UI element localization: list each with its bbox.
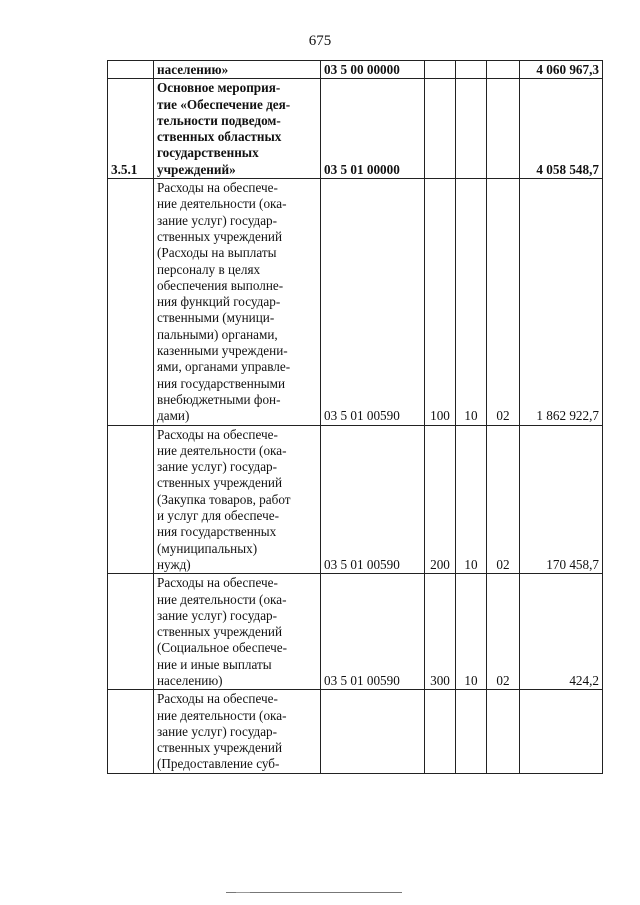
target-code-cell — [321, 79, 425, 179]
table-body — [108, 61, 603, 774]
amount-cell — [520, 179, 603, 425]
table-row — [108, 179, 603, 425]
row-name-text: населению» — [157, 62, 229, 77]
target-code-cell — [321, 574, 425, 690]
table-row — [108, 574, 603, 690]
amount-text: 4 060 967,3 — [536, 62, 599, 77]
budget-table — [107, 60, 603, 774]
row-name-cell — [154, 690, 321, 773]
page-number: 675 — [308, 33, 332, 49]
target-code-cell — [321, 61, 425, 79]
row-name-cell — [154, 574, 321, 690]
subsection-cell — [487, 179, 520, 425]
expense-type-text: 200 — [430, 556, 450, 572]
target-code-cell — [321, 179, 425, 425]
expense-type-cell — [425, 574, 456, 690]
row-name-text: Основное мероприя- тие «Обеспечение дея- тельности подведом- ственных областных государственных учреждений» — [157, 80, 291, 177]
target-code-text: 03 5 01 00000 — [324, 161, 400, 177]
amount-text: 4 058 548,7 — [536, 161, 599, 177]
subsection-cell — [487, 574, 520, 690]
subsection-cell — [487, 79, 520, 179]
subsection-cell — [487, 425, 520, 574]
row-number-cell — [108, 574, 154, 690]
row-number-cell — [108, 425, 154, 574]
section-text: 10 — [464, 408, 478, 424]
amount-cell — [520, 690, 603, 773]
section-cell — [456, 61, 487, 79]
target-code-text: 03 5 01 00590 — [324, 408, 400, 424]
target-code-text: 03 5 01 00590 — [324, 672, 400, 688]
expense-type-cell — [425, 61, 456, 79]
expense-type-text: 300 — [430, 672, 450, 688]
row-number-cell — [108, 61, 154, 79]
subsection-text: 02 — [496, 672, 510, 688]
subsection-cell — [487, 61, 520, 79]
table-row — [108, 425, 603, 574]
target-code-cell — [321, 425, 425, 574]
subsection-text: 02 — [496, 408, 510, 424]
amount-cell — [520, 574, 603, 690]
target-code-text: 03 5 00 00000 — [324, 62, 400, 77]
section-text: 10 — [464, 672, 478, 688]
row-number-text: 3.5.1 — [111, 161, 138, 177]
amount-text: 424,2 — [569, 672, 599, 688]
section-cell — [456, 79, 487, 179]
amount-text: 170 458,7 — [546, 556, 599, 572]
expense-type-text: 100 — [430, 408, 450, 424]
row-name-cell — [154, 61, 321, 79]
expense-type-cell — [425, 425, 456, 574]
row-name-cell — [154, 179, 321, 425]
row-number-cell — [108, 690, 154, 773]
row-name-text: Расходы на обеспече- ние деятельности (ока- зание услуг) государ- ственных учреждений (Закупка товаров, работ и услуг для обеспече- ния государственных (муниципальных) нужд) — [157, 426, 291, 572]
subsection-cell — [487, 690, 520, 773]
expense-type-cell — [425, 690, 456, 773]
footer-rule — [226, 892, 402, 893]
row-name-text: Расходы на обеспече- ние деятельности (ока- зание услуг) государ- ственных учреждений (Предоставление суб- — [157, 691, 287, 772]
amount-cell — [520, 425, 603, 574]
row-number-cell — [108, 179, 154, 425]
target-code-cell — [321, 690, 425, 773]
subsection-text: 02 — [496, 556, 510, 572]
expense-type-cell — [425, 179, 456, 425]
target-code-text: 03 5 01 00590 — [324, 556, 400, 572]
table-row — [108, 690, 603, 773]
expense-type-cell — [425, 79, 456, 179]
section-cell — [456, 179, 487, 425]
section-cell — [456, 425, 487, 574]
row-name-cell — [154, 79, 321, 179]
table-row — [108, 61, 603, 79]
amount-text: 1 862 922,7 — [536, 408, 599, 424]
footer-dash — [236, 892, 250, 893]
row-number-cell — [108, 79, 154, 179]
row-name-cell — [154, 425, 321, 574]
section-cell — [456, 690, 487, 773]
row-name-text: Расходы на обеспече- ние деятельности (ока- зание услуг) государ- ственных учреждений (Расходы на выплаты персоналу в целях обеспечения выполне- ния функций государ- ственными (муници- пальными) органами, казенными учреждени- ями, органами управле- ния государственными внебюджетными фон- дами) — [157, 180, 291, 424]
section-text: 10 — [464, 556, 478, 572]
row-name-text: Расходы на обеспече- ние деятельности (ока- зание услуг) государ- ственных учреждений (Социальное обеспече- ние и иные выплаты населению) — [157, 575, 288, 688]
amount-cell — [520, 61, 603, 79]
table-row — [108, 79, 603, 179]
amount-cell — [520, 79, 603, 179]
section-cell — [456, 574, 487, 690]
